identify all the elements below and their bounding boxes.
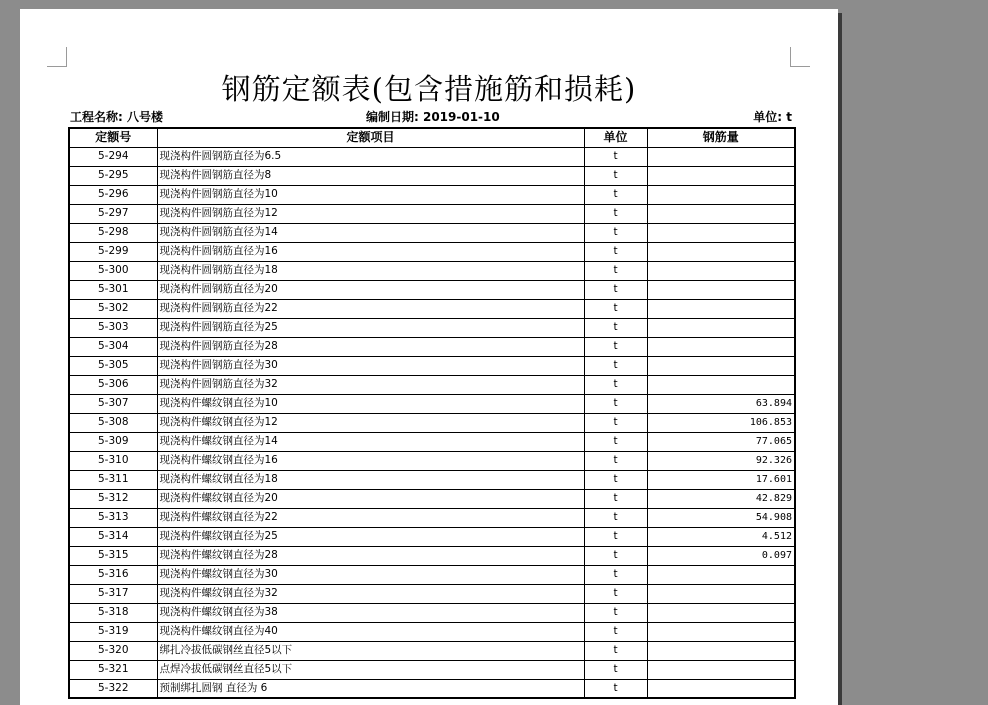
table-row — [69, 375, 795, 394]
cell-item: 现浇构件螺纹钢直径为10 — [157, 394, 584, 413]
cell-unit: t — [584, 413, 647, 432]
cell-quantity — [647, 622, 795, 641]
cell-code: 5-305 — [69, 356, 157, 375]
cell-quantity — [647, 318, 795, 337]
cell-quantity — [647, 299, 795, 318]
cell-unit: t — [584, 166, 647, 185]
cell-code: 5-321 — [69, 660, 157, 679]
cell-unit: t — [584, 261, 647, 280]
table-row — [69, 204, 795, 223]
cell-item: 预制绑扎圆钢 直径为 6 — [157, 679, 584, 698]
cell-unit: t — [584, 242, 647, 261]
project-name: 工程名称: 八号楼 — [70, 110, 163, 124]
header-quantity: 钢筋量 — [647, 128, 795, 147]
cell-code: 5-311 — [69, 470, 157, 489]
table-row — [69, 280, 795, 299]
cell-item: 现浇构件螺纹钢直径为18 — [157, 470, 584, 489]
cell-unit: t — [584, 147, 647, 166]
cell-code: 5-299 — [69, 242, 157, 261]
table-row — [69, 603, 795, 622]
table-row — [69, 546, 795, 565]
cell-unit: t — [584, 451, 647, 470]
cell-unit: t — [584, 280, 647, 299]
cell-item: 现浇构件圆钢筋直径为20 — [157, 280, 584, 299]
cell-quantity: 92.326 — [647, 451, 795, 470]
table-row — [69, 679, 795, 698]
cell-item: 现浇构件螺纹钢直径为12 — [157, 413, 584, 432]
cell-item: 现浇构件圆钢筋直径为28 — [157, 337, 584, 356]
cell-unit: t — [584, 603, 647, 622]
cell-item: 现浇构件圆钢筋直径为6.5 — [157, 147, 584, 166]
cell-unit: t — [584, 394, 647, 413]
cell-item: 绑扎冷拔低碳钢丝直径5以下 — [157, 641, 584, 660]
cell-unit: t — [584, 546, 647, 565]
cell-unit: t — [584, 527, 647, 546]
table-row — [69, 489, 795, 508]
cell-item: 现浇构件螺纹钢直径为14 — [157, 432, 584, 451]
cell-quantity — [647, 679, 795, 698]
table-row — [69, 584, 795, 603]
cell-code: 5-298 — [69, 223, 157, 242]
cell-code: 5-300 — [69, 261, 157, 280]
cell-unit: t — [584, 508, 647, 527]
cell-item: 现浇构件圆钢筋直径为8 — [157, 166, 584, 185]
cell-unit: t — [584, 204, 647, 223]
cell-code: 5-317 — [69, 584, 157, 603]
cell-code: 5-307 — [69, 394, 157, 413]
cell-item: 现浇构件圆钢筋直径为22 — [157, 299, 584, 318]
cell-quantity — [647, 261, 795, 280]
header-code: 定额号 — [69, 128, 157, 147]
cell-item: 现浇构件圆钢筋直径为14 — [157, 223, 584, 242]
cell-quantity — [647, 147, 795, 166]
cell-quantity — [647, 223, 795, 242]
cell-unit: t — [584, 660, 647, 679]
table-row — [69, 413, 795, 432]
table-row — [69, 660, 795, 679]
cell-item: 现浇构件圆钢筋直径为30 — [157, 356, 584, 375]
table-row — [69, 394, 795, 413]
cell-unit: t — [584, 489, 647, 508]
cell-unit: t — [584, 375, 647, 394]
table-row — [69, 166, 795, 185]
cell-code: 5-301 — [69, 280, 157, 299]
cell-quantity: 4.512 — [647, 527, 795, 546]
cell-code: 5-322 — [69, 679, 157, 698]
cell-code: 5-297 — [69, 204, 157, 223]
cell-code: 5-319 — [69, 622, 157, 641]
cell-quantity: 0.097 — [647, 546, 795, 565]
cell-unit: t — [584, 185, 647, 204]
cell-item: 现浇构件圆钢筋直径为10 — [157, 185, 584, 204]
cell-code: 5-313 — [69, 508, 157, 527]
cell-code: 5-294 — [69, 147, 157, 166]
unit-label: 单位: t — [753, 110, 792, 124]
cell-quantity — [647, 641, 795, 660]
cell-item: 现浇构件圆钢筋直径为32 — [157, 375, 584, 394]
cell-unit: t — [584, 584, 647, 603]
cell-code: 5-303 — [69, 318, 157, 337]
cell-quantity: 54.908 — [647, 508, 795, 527]
cell-item: 现浇构件螺纹钢直径为30 — [157, 565, 584, 584]
cell-quantity — [647, 242, 795, 261]
cell-quantity — [647, 565, 795, 584]
margin-corner-top-left — [47, 47, 67, 67]
cell-item: 现浇构件螺纹钢直径为28 — [157, 546, 584, 565]
cell-code: 5-320 — [69, 641, 157, 660]
cell-code: 5-310 — [69, 451, 157, 470]
cell-unit: t — [584, 356, 647, 375]
cell-item: 现浇构件螺纹钢直径为22 — [157, 508, 584, 527]
cell-unit: t — [584, 565, 647, 584]
cell-code: 5-302 — [69, 299, 157, 318]
cell-unit: t — [584, 318, 647, 337]
cell-quantity — [647, 603, 795, 622]
header-unit: 单位 — [584, 128, 647, 147]
cell-code: 5-304 — [69, 337, 157, 356]
cell-item: 现浇构件螺纹钢直径为25 — [157, 527, 584, 546]
cell-quantity — [647, 375, 795, 394]
cell-code: 5-308 — [69, 413, 157, 432]
cell-quantity: 77.065 — [647, 432, 795, 451]
cell-item: 现浇构件圆钢筋直径为18 — [157, 261, 584, 280]
cell-quantity: 106.853 — [647, 413, 795, 432]
cell-quantity — [647, 204, 795, 223]
cell-item: 现浇构件螺纹钢直径为20 — [157, 489, 584, 508]
cell-item: 现浇构件螺纹钢直径为40 — [157, 622, 584, 641]
cell-item: 现浇构件圆钢筋直径为25 — [157, 318, 584, 337]
cell-code: 5-318 — [69, 603, 157, 622]
cell-unit: t — [584, 223, 647, 242]
table-row — [69, 318, 795, 337]
margin-corner-top-right — [790, 47, 810, 67]
cell-unit: t — [584, 641, 647, 660]
table-row — [69, 242, 795, 261]
cell-quantity — [647, 356, 795, 375]
table-row — [69, 527, 795, 546]
cell-quantity — [647, 584, 795, 603]
cell-unit: t — [584, 470, 647, 489]
table-row — [69, 432, 795, 451]
header-item: 定额项目 — [157, 128, 584, 147]
cell-code: 5-295 — [69, 166, 157, 185]
cell-unit: t — [584, 679, 647, 698]
cell-quantity — [647, 166, 795, 185]
cell-code: 5-309 — [69, 432, 157, 451]
cell-code: 5-314 — [69, 527, 157, 546]
table-row — [69, 451, 795, 470]
compile-date: 编制日期: 2019-01-10 — [366, 110, 500, 124]
table-row — [69, 356, 795, 375]
table-row — [69, 185, 795, 204]
table-row — [69, 508, 795, 527]
cell-quantity — [647, 660, 795, 679]
cell-item: 现浇构件螺纹钢直径为38 — [157, 603, 584, 622]
table-row — [69, 223, 795, 242]
cell-item: 现浇构件圆钢筋直径为16 — [157, 242, 584, 261]
print-preview-page — [20, 9, 838, 705]
cell-unit: t — [584, 432, 647, 451]
cell-unit: t — [584, 337, 647, 356]
cell-code: 5-312 — [69, 489, 157, 508]
cell-quantity: 42.829 — [647, 489, 795, 508]
document-title: 钢筋定额表(包含措施筋和损耗) — [221, 72, 637, 106]
table-row — [69, 147, 795, 166]
cell-code: 5-296 — [69, 185, 157, 204]
table-row — [69, 641, 795, 660]
rebar-quota-table — [68, 127, 796, 699]
table-row — [69, 470, 795, 489]
table-row — [69, 622, 795, 641]
cell-quantity — [647, 337, 795, 356]
cell-item: 现浇构件螺纹钢直径为16 — [157, 451, 584, 470]
table-row — [69, 261, 795, 280]
cell-quantity: 17.601 — [647, 470, 795, 489]
cell-quantity — [647, 185, 795, 204]
table-row — [69, 565, 795, 584]
cell-unit: t — [584, 299, 647, 318]
cell-unit: t — [584, 622, 647, 641]
cell-code: 5-315 — [69, 546, 157, 565]
table-header-row — [69, 128, 795, 147]
cell-item: 点焊冷拔低碳钢丝直径5以下 — [157, 660, 584, 679]
table-row — [69, 299, 795, 318]
cell-item: 现浇构件圆钢筋直径为12 — [157, 204, 584, 223]
table-row — [69, 337, 795, 356]
cell-code: 5-306 — [69, 375, 157, 394]
cell-item: 现浇构件螺纹钢直径为32 — [157, 584, 584, 603]
cell-code: 5-316 — [69, 565, 157, 584]
cell-quantity — [647, 280, 795, 299]
cell-quantity: 63.894 — [647, 394, 795, 413]
